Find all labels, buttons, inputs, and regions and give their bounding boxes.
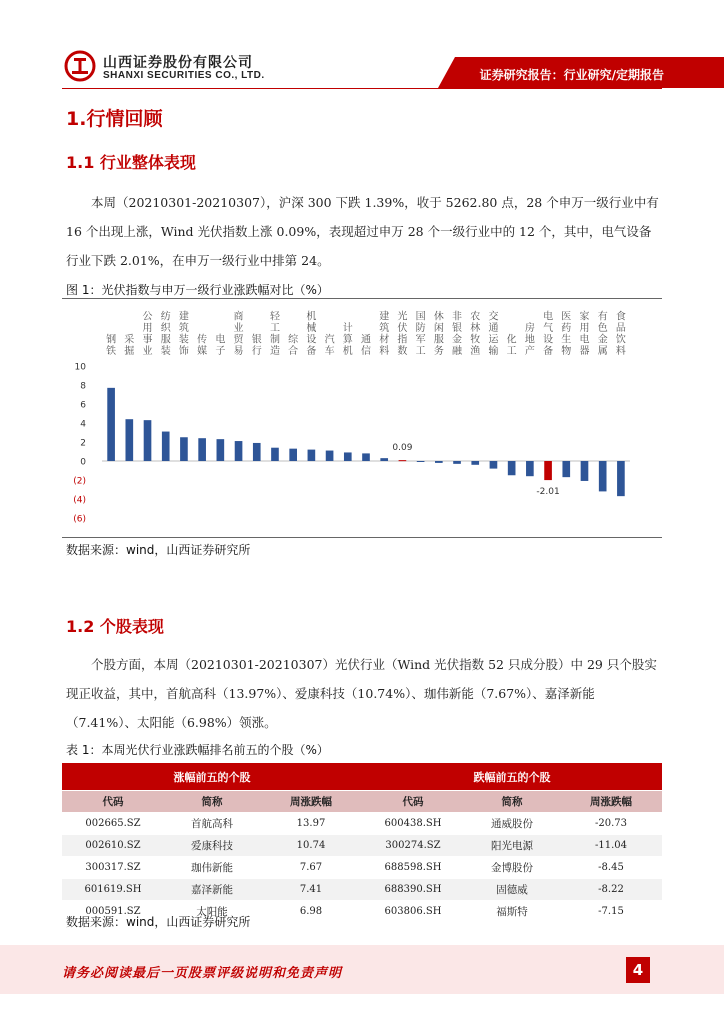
y-tick-label: 2 bbox=[80, 438, 86, 449]
category-label: 农林牧渔 bbox=[470, 311, 481, 357]
bar bbox=[617, 461, 625, 496]
y-tick-label: (4) bbox=[73, 495, 86, 506]
category-label: 商业贸易 bbox=[233, 311, 244, 357]
y-tick-label: 4 bbox=[80, 419, 86, 430]
table-cell: 珈伟新能 bbox=[164, 857, 260, 879]
category-label: 采掘 bbox=[124, 334, 135, 357]
top-stocks-table bbox=[62, 763, 662, 923]
table-cell: -7.15 bbox=[560, 901, 662, 923]
bar bbox=[344, 452, 352, 461]
table-row bbox=[62, 813, 662, 835]
group-up-label: 涨幅前五的个股 bbox=[62, 763, 362, 791]
table-cell: 爱康科技 bbox=[164, 835, 260, 857]
y-tick-label: 10 bbox=[74, 362, 86, 373]
category-label: 有色金属 bbox=[597, 311, 608, 357]
category-label: 汽车 bbox=[324, 334, 335, 357]
table-caption: 表 1：本周光伏行业涨跌幅排名前五的个股（%） bbox=[66, 743, 329, 757]
group-down-label: 跌幅前五的个股 bbox=[362, 763, 662, 791]
bar bbox=[125, 419, 133, 461]
report-type: 证券研究报告：行业研究/定期报告 bbox=[479, 68, 664, 82]
table-row bbox=[62, 835, 662, 857]
table-column-header bbox=[62, 791, 662, 813]
bar bbox=[107, 388, 115, 461]
bar bbox=[490, 461, 498, 469]
bar bbox=[144, 420, 152, 461]
figure-bottom-rule bbox=[62, 537, 662, 538]
y-tick-label: (2) bbox=[73, 476, 86, 487]
stocks-paragraph bbox=[66, 650, 662, 737]
col-name-up: 简称 bbox=[164, 791, 260, 813]
bar bbox=[308, 450, 316, 461]
category-label: 建筑装饰 bbox=[178, 311, 189, 357]
category-label: 非银金融 bbox=[452, 311, 463, 357]
category-label: 轻工制造 bbox=[269, 311, 280, 357]
table-cell: 固德威 bbox=[464, 879, 560, 901]
table-cell: 金博股份 bbox=[464, 857, 560, 879]
category-label: 电子 bbox=[215, 334, 226, 357]
section-title: 1.行情回顾 bbox=[66, 108, 163, 130]
category-label: 银行 bbox=[251, 334, 262, 357]
category-label: 医药生物 bbox=[561, 311, 572, 357]
table-cell: 002610.SZ bbox=[62, 835, 164, 857]
category-label: 钢铁 bbox=[106, 334, 117, 357]
bar bbox=[399, 460, 407, 461]
category-label: 公用事业 bbox=[142, 311, 153, 357]
table-cell: 603806.SH bbox=[362, 901, 464, 923]
table-cell: 002665.SZ bbox=[62, 813, 164, 835]
stocks-paragraph-text: 个股方面，本周（20210301-20210307）光伏行业（Wind 光伏指数 52 只成分股）中 29 只个股实现正收益，其中，首航高科（13.97%）、爱康科技（10.74%）、珈伟新能（7.67%）、嘉泽新能（7.41%）、太阳能（6.98%）领涨。 bbox=[66, 657, 657, 730]
figure-source: 数据来源：wind，山西证券研究所 bbox=[66, 543, 251, 557]
bar bbox=[380, 458, 388, 461]
bar bbox=[417, 461, 425, 462]
category-label: 交通运输 bbox=[488, 311, 499, 357]
col-change-up: 周涨跌幅 bbox=[260, 791, 362, 813]
table-cell: -8.45 bbox=[560, 857, 662, 879]
bar bbox=[253, 443, 261, 461]
table-source: 数据来源：wind，山西证券研究所 bbox=[66, 915, 251, 929]
table-cell: -8.22 bbox=[560, 879, 662, 901]
data-label: -2.01 bbox=[536, 487, 560, 498]
table-cell: 首航高科 bbox=[164, 813, 260, 835]
col-code-up: 代码 bbox=[62, 791, 164, 813]
bar bbox=[544, 461, 552, 480]
table-cell: 10.74 bbox=[260, 835, 362, 857]
bar bbox=[581, 461, 589, 481]
table-cell: -20.73 bbox=[560, 813, 662, 835]
y-tick-label: (6) bbox=[73, 514, 86, 525]
col-code-down: 代码 bbox=[362, 791, 464, 813]
bar bbox=[326, 451, 334, 461]
page-number: 4 bbox=[626, 957, 650, 983]
bar bbox=[453, 461, 461, 464]
category-label: 纺织服装 bbox=[160, 311, 171, 357]
table-cell: 阳光电源 bbox=[464, 835, 560, 857]
industry-paragraph bbox=[66, 188, 662, 275]
data-label: 0.09 bbox=[392, 443, 413, 454]
bar bbox=[508, 461, 516, 475]
col-name-down: 简称 bbox=[464, 791, 560, 813]
bar bbox=[180, 437, 188, 461]
table-group-header bbox=[62, 763, 662, 791]
table-row bbox=[62, 879, 662, 901]
table-cell: 688598.SH bbox=[362, 857, 464, 879]
bar bbox=[562, 461, 570, 477]
bar bbox=[289, 449, 297, 461]
category-label: 通信 bbox=[361, 334, 371, 357]
table-cell: 000591.SZ bbox=[62, 901, 164, 923]
bar bbox=[471, 461, 479, 465]
table-cell: 通威股份 bbox=[464, 813, 560, 835]
category-label: 光伏指数 bbox=[397, 311, 408, 357]
table-cell: 688390.SH bbox=[362, 879, 464, 901]
industry-paragraph-text: 本周（20210301-20210307），沪深 300 下跌 1.39%，收于 5262.80 点，28 个申万一级行业中有 16 个出现上涨，Wind 光伏指数上涨 0.09%，表现超过申万 28 个一级行业中的 12 个，其中，电气设备行业下跌 2.01%，在申万一级行业中排第 24。 bbox=[66, 195, 659, 268]
bar bbox=[198, 438, 206, 461]
subsection-title-stocks: 1.2 个股表现 bbox=[66, 617, 164, 636]
category-label: 综合 bbox=[288, 334, 299, 357]
table-cell: 福斯特 bbox=[464, 901, 560, 923]
industry-bar-chart bbox=[62, 300, 662, 535]
table-cell: -11.04 bbox=[560, 835, 662, 857]
category-label: 传媒 bbox=[197, 334, 208, 357]
category-label: 房地产 bbox=[524, 323, 535, 357]
table-cell: 嘉泽新能 bbox=[164, 879, 260, 901]
category-label: 家用电器 bbox=[579, 311, 590, 357]
table-cell: 13.97 bbox=[260, 813, 362, 835]
subsection-title-industry: 1.1 行业整体表现 bbox=[66, 153, 196, 172]
category-label: 建筑材料 bbox=[379, 311, 390, 357]
bar bbox=[217, 439, 225, 461]
col-change-down: 周涨跌幅 bbox=[560, 791, 662, 813]
figure-caption: 图 1：光伏指数与申万一级行业涨跌幅对比（%） bbox=[66, 283, 329, 297]
category-label: 国防军工 bbox=[415, 311, 426, 357]
footer-disclaimer: 请务必阅读最后一页股票评级说明和免责声明 bbox=[62, 966, 343, 981]
bar bbox=[435, 461, 443, 463]
table-row bbox=[62, 857, 662, 879]
category-label: 机械设备 bbox=[306, 311, 317, 357]
bar bbox=[162, 432, 170, 461]
bar bbox=[362, 453, 370, 461]
bar bbox=[271, 448, 279, 461]
y-tick-label: 0 bbox=[80, 457, 86, 468]
category-label: 计算机 bbox=[342, 323, 353, 357]
table-cell: 601619.SH bbox=[62, 879, 164, 901]
category-label: 休闲服务 bbox=[433, 311, 444, 357]
company-name-cn: 山西证券股份有限公司 bbox=[103, 55, 253, 71]
company-name-en: SHANXI SECURITIES CO., LTD. bbox=[103, 70, 265, 81]
table-cell: 7.41 bbox=[260, 879, 362, 901]
bar bbox=[599, 461, 607, 491]
table-cell: 300274.SZ bbox=[362, 835, 464, 857]
header-divider bbox=[62, 88, 662, 89]
table-cell: 300317.SZ bbox=[62, 857, 164, 879]
figure-top-rule bbox=[62, 298, 662, 299]
y-tick-label: 6 bbox=[80, 400, 86, 411]
y-tick-label: 8 bbox=[80, 381, 86, 392]
table-cell: 太阳能 bbox=[164, 901, 260, 923]
category-label: 电气设备 bbox=[543, 311, 554, 357]
table-cell: 6.98 bbox=[260, 901, 362, 923]
table-cell: 7.67 bbox=[260, 857, 362, 879]
bar bbox=[526, 461, 534, 476]
table-cell: 600438.SH bbox=[362, 813, 464, 835]
category-label: 化工 bbox=[506, 334, 517, 357]
category-label: 食品饮料 bbox=[615, 311, 626, 357]
bar bbox=[235, 441, 243, 461]
